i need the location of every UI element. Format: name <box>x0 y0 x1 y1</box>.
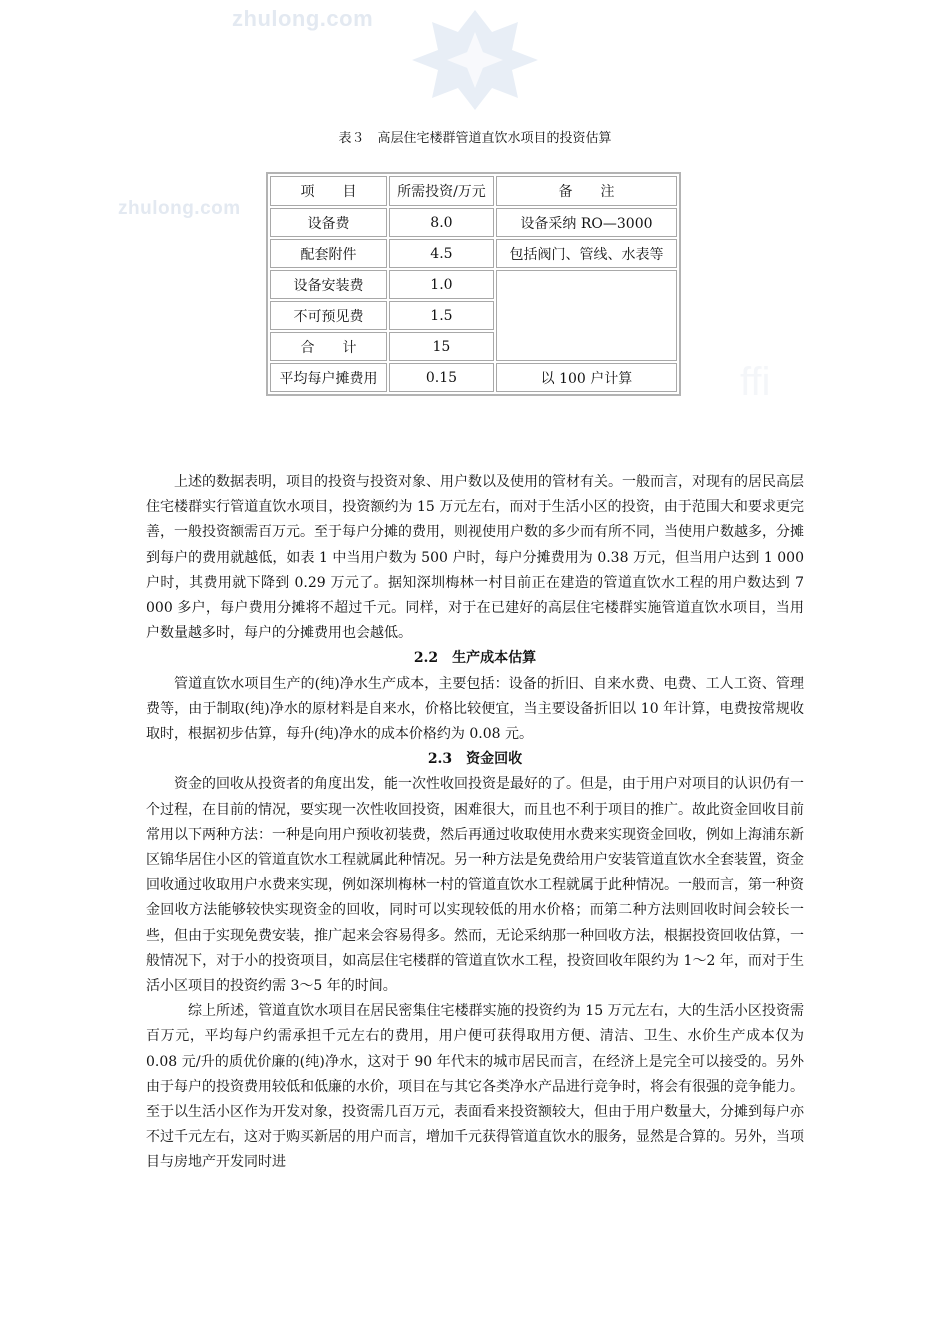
cell-investment: 0.15 <box>389 363 494 392</box>
header-item: 项 目 <box>270 176 387 206</box>
section-heading-capital-recovery: 2.3 资金回收 <box>427 751 523 768</box>
table-caption: 表３ 高层住宅楼群管道直饮水项目的投资估算 <box>338 131 612 146</box>
cell-item: 配套附件 <box>270 239 387 268</box>
watermark-text-top: zhulong.com <box>232 6 374 31</box>
cell-investment: 1.0 <box>389 270 494 299</box>
header-investment: 所需投资/万元 <box>389 176 494 206</box>
section-heading-production-cost: 2.2 生产成本估算 <box>413 650 537 667</box>
cell-item: 不可预见费 <box>270 301 387 330</box>
watermark-text-left: zhulong.com <box>118 198 241 219</box>
cell-item: 设备费 <box>270 208 387 237</box>
cell-remark: 以 100 户计算 <box>496 363 677 392</box>
table-row <box>270 270 677 299</box>
table-row <box>270 208 677 237</box>
cell-investment: 4.5 <box>389 239 494 268</box>
cell-investment: 8.0 <box>389 208 494 237</box>
table-header-row <box>270 176 677 206</box>
paragraph-capital-recovery: 资金的回收从投资者的角度出发，能一次性收回投资是最好的了。但是，由于用户对项目的认识仍有一个过程，在目前的情况，要实现一次性收回投资，困难很大，而且也不利于项目的推广。故此资金回收目前常用以下两种方法：一种是向用户预收初装费，然后再通过收取使用水费来实现资金回收，例如上海浦东新区锦华居住小区的管道直饮水工程就属此种情况。另一种方法是免费给用户安装管道直饮水全套装置，资金回收通过收取用户水费来实现，例如深圳梅林一村的管道直饮水工程就属于此种情况。一般而言，第一种资金回收方法能够较快实现资金的回收，同时可以实现较低的用水价格；而第二种方法则回收时间会较长一些，但由于实现免费安装，推广起来会容易得多。然而，无论采纳那一种回收方法，根据投资回收估算，一般情况下，对于小的投资项目，如高层住宅楼群的管道直饮水工程，投资回收年限约为 1～2 年，而对于生活小区项目的投资约需 3～5 年的时间。 <box>146 776 804 995</box>
cell-item: 合 计 <box>270 332 387 361</box>
cell-item: 设备安装费 <box>270 270 387 299</box>
cell-remark-empty <box>496 270 677 361</box>
watermark-faint: ffi <box>740 360 771 404</box>
cell-investment: 1.5 <box>389 301 494 330</box>
paragraph-data-analysis: 上述的数据表明，项目的投资与投资对象、用户数以及使用的管材有关。一般而言，对现有的居民高层住宅楼群实行管道直饮水项目，投资额约为 15 万元左右，而对于生活小区的投资，由于范围大和要求更完善，一般投资额需百万元。至于每户分摊的费用，则视使用户数的多少而有所不同，当使用户数越多，分摊到每户的费用就越低，如表 1 中当用户数为 500 户时，每户分摊费用为 0.38 万元，但当用户达到 1 000 户时，其费用就下降到 0.29 万元了。据知深圳梅林一村目前正在建造的管道直饮水工程的用户数达到 7 000 多户，每户费用分摊将不超过千元。同样，对于在已建好的高层住宅楼群实施管道直饮水项目，当用户数量越多时，每户的分摊费用也会越低。 <box>146 474 804 642</box>
investment-table <box>266 172 681 396</box>
cell-investment: 15 <box>389 332 494 361</box>
paragraph-summary: 综上所述，管道直饮水项目在居民密集住宅楼群实施的投资约为 15 万元左右，大的生活小区投资需百万元，平均每户约需承担千元左右的费用，用户便可获得取用方便、清洁、卫生、水价生产成本仅为 0.08 元/升的质优价廉的(纯)净水，这对于 90 年代末的城市居民而言，在经济上是完全可以接受的。另外由于每户的投资费用较低和低廉的水价，项目在与其它各类净水产品进行竞争时，将会有很强的竞争能力。至于以生活小区作为开发对象，投资需几百万元，表面看来投资额较大，但由于用户数量大，分摊到每户亦不过千元左右，这对于购买新居的用户而言，增加千元获得管道直饮水的服务，显然是合算的。另外，当项目与房地产开发同时进 <box>146 1003 804 1171</box>
cell-remark: 设备采纳 RO—3000 <box>496 208 677 237</box>
header-remark: 备 注 <box>496 176 677 206</box>
paragraph-production-cost: 管道直饮水项目生产的(纯)净水生产成本，主要包括：设备的折旧、自来水费、电费、工人工资、管理费等，由于制取(纯)净水的原材料是自来水，价格比较便宜，当主要设备折旧以 10 年计算，电费按常规收取时，根据初步估算，每升(纯)净水的成本价格约为 0.08 元。 <box>146 675 804 743</box>
table-row <box>270 363 677 392</box>
table-row <box>270 239 677 268</box>
watermark-logo <box>412 10 538 110</box>
cell-remark: 包括阀门、管线、水表等 <box>496 239 677 268</box>
cell-item: 平均每户摊费用 <box>270 363 387 392</box>
document-body <box>146 470 804 1176</box>
